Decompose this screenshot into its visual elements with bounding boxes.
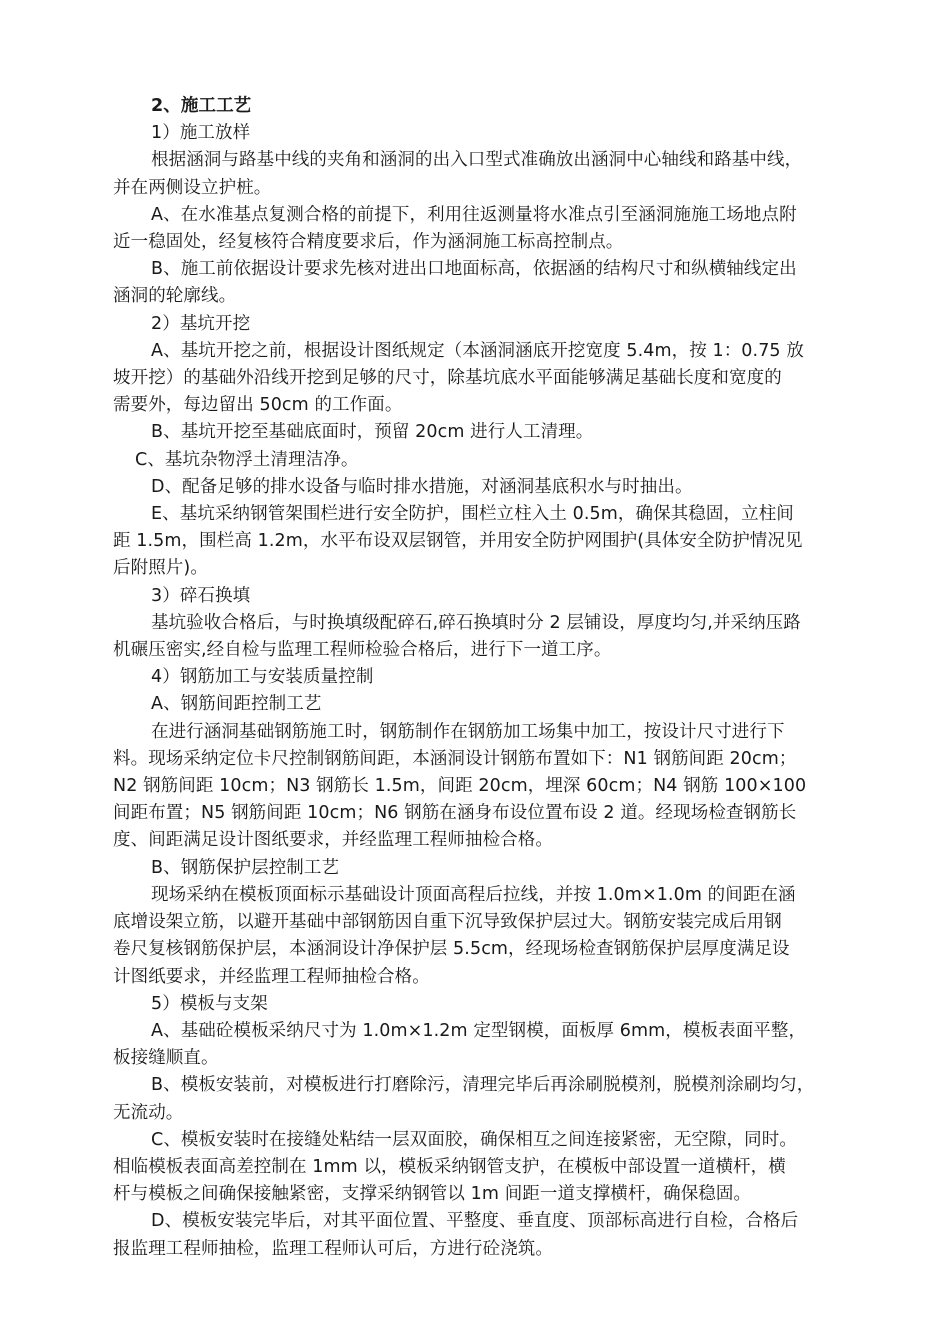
text-line: 底增设架立筋，以避开基础中部钢筋因自重下沉导致保护层过大。钢筋安装完成后用钢 [113, 912, 782, 933]
text-line: 根据涵洞与路基中线的夹角和涵洞的出入口型式准确放出涵洞中心轴线和路基中线， [151, 150, 803, 171]
text-line: A、基础砼模板采纳尺寸为 1.0m×1.2m 定型钢模，面板厚 6mm，模板表面平整， [151, 1020, 807, 1041]
section-heading: 2、施工工艺 [151, 96, 252, 116]
text-line: A、基坑开挖之前，根据设计图纸规定（本涵洞涵底开挖宽度 5.4m，按 1：0.75 放 [151, 340, 804, 361]
text-line: B、钢筋保护层控制工艺 [151, 857, 340, 878]
text-line: 机碾压密实,经自检与监理工程师检验合格后，进行下一道工序。 [113, 640, 612, 661]
document-page [113, 93, 865, 1263]
text-line: 相临模板表面高差控制在 1mm 以，模板采纳钢管支护，在模板中部设置一道横杆，横 [113, 1156, 786, 1177]
text-line: 基坑验收合格后，与时换填级配碎石,碎石换填时分 2 层铺设，厚度均匀,并采纳压路 [151, 612, 801, 633]
text-line: 报监理工程师抽检，监理工程师认可后，方进行砼浇筑。 [113, 1238, 553, 1259]
text-line: B、施工前依据设计要求先核对进出口地面标高，依据涵的结构尺寸和纵横轴线定出 [151, 259, 797, 280]
text-line: 5）模板与支架 [151, 993, 268, 1014]
text-line: C、模板安装时在接缝处粘结一层双面胶，确保相互之间连接紧密，无空隙，同时。 [151, 1129, 797, 1150]
text-line: 间距布置；N5 钢筋间距 10cm；N6 钢筋在涵身布设位置布设 2 道。经现场检查钢筋长 [113, 803, 797, 824]
text-line: B、基坑开挖至基础底面时，预留 20cm 进行人工清理。 [151, 422, 594, 443]
text-line: N2 钢筋间距 10cm；N3 钢筋长 1.5m，间距 20cm，埋深 60cm；N4 钢筋 100×100 [113, 776, 807, 797]
text-line: 计图纸要求，并经监理工程师抽检合格。 [113, 966, 430, 987]
text-line: 4）钢筋加工与安装质量控制 [151, 667, 374, 688]
text-line: 1）施工放样 [151, 123, 251, 144]
text-line: E、基坑采纳钢管架围栏进行安全防护，围栏立柱入土 0.5m，确保其稳固，立柱间 [151, 504, 794, 525]
text-line: 杆与模板之间确保接触紧密，支撑采纳钢管以 1m 间距一道支撑横杆，确保稳固。 [113, 1184, 752, 1205]
text-line: A、在水准基点复测合格的前提下，利用往返测量将水准点引至涵洞施施工场地点附 [151, 204, 797, 225]
text-line: D、模板安装完毕后，对其平面位置、平整度、垂直度、顶部标高进行自检，合格后 [151, 1211, 799, 1232]
text-line: 需要外，每边留出 50cm 的工作面。 [113, 395, 403, 416]
text-line: 2）基坑开挖 [151, 313, 251, 334]
text-line: 现场采纳在模板顶面标示基础设计顶面高程后拉线，并按 1.0m×1.0m 的间距在涵 [151, 884, 796, 905]
text-line: 涵洞的轮廓线。 [113, 286, 237, 307]
text-line: D、配备足够的排水设备与临时排水措施，对涵洞基底积水与时抽出。 [151, 476, 693, 497]
text-line: 3）碎石换填 [151, 585, 251, 606]
text-line: A、钢筋间距控制工艺 [151, 694, 322, 715]
text-line: 近一稳固处，经复核符合精度要求后，作为涵洞施工标高控制点。 [113, 232, 624, 253]
text-line: 料。现场采纳定位卡尺控制钢筋间距，本涵洞设计钢筋布置如下：N1 钢筋间距 20cm； [113, 748, 797, 769]
text-line: 坡开挖）的基础外沿线开挖到足够的尺寸，除基坑底水平面能够满足基础长度和宽度的 [113, 368, 782, 389]
text-line: 度、间距满足设计图纸要求，并经监理工程师抽检合格。 [113, 830, 553, 851]
text-line: 板接缝顺直。 [113, 1048, 219, 1069]
text-line: 后附照片)。 [113, 558, 208, 579]
text-line: 在进行涵洞基础钢筋施工时，钢筋制作在钢筋加工场集中加工，按设计尺寸进行下 [151, 721, 785, 742]
text-line: B、模板安装前，对模板进行打磨除污，清理完毕后再涂刷脱模剂，脱模剂涂刷均匀， [151, 1075, 815, 1096]
text-line: 距 1.5m，围栏高 1.2m，水平布设双层钢管，并用安全防护网围护(具体安全防护情况见 [113, 531, 803, 552]
text-line: 并在两侧设立护桩。 [113, 177, 272, 198]
text-line: 卷尺复核钢筋保护层，本涵洞设计净保护层 5.5cm，经现场检查钢筋保护层厚度满足设 [113, 939, 790, 960]
text-line: 无流动。 [113, 1102, 184, 1123]
text-line: C、基坑杂物浮土清理洁净。 [135, 449, 359, 470]
